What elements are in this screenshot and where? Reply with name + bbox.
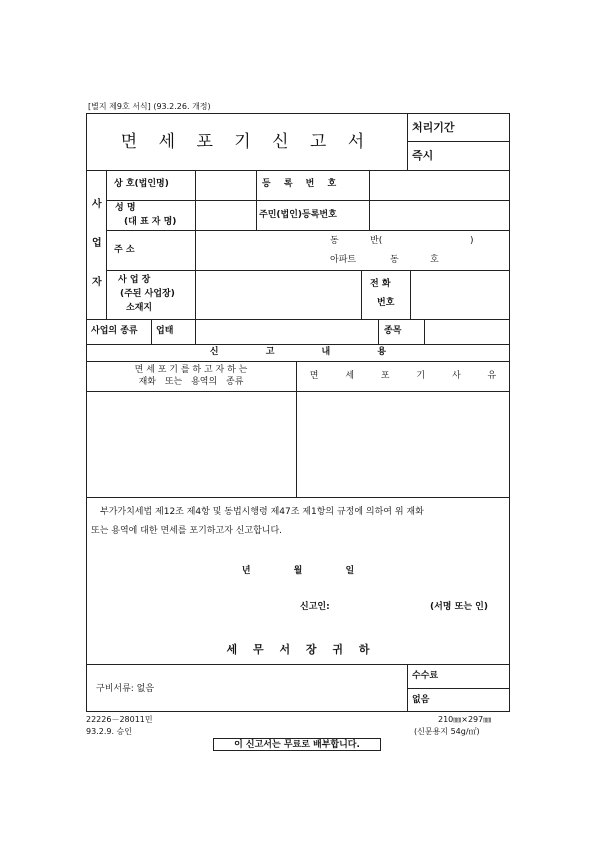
business-item-label: 종목 xyxy=(384,326,402,336)
declaration-line-2: 또는 용역에 대한 면세를 포기하고자 신고합니다. xyxy=(91,526,283,536)
declaration-line-1: 부가가치세법 제12조 제4항 및 동법시행령 제47조 제1항의 규정에 의하여 위 재화 xyxy=(100,507,424,517)
workplace-sublabel: (주된 사업장) xyxy=(120,289,175,299)
business-category-field[interactable] xyxy=(197,321,376,342)
goods-services-header-line1: 면 세 포 기 를 하 고 자 하 는 xyxy=(134,365,248,375)
address-unit-text: 호 xyxy=(430,255,439,265)
address-ban-text: 반( xyxy=(370,236,383,246)
address-label: 주 소 xyxy=(114,245,135,255)
workplace-address-field[interactable] xyxy=(197,272,359,317)
paper-type: (신문용지 54g/㎡) xyxy=(414,727,480,736)
phone-sublabel: 번호 xyxy=(377,298,395,308)
company-name-label: 상 호(법인명) xyxy=(114,179,169,189)
company-name-field[interactable] xyxy=(197,172,254,198)
signature-note: (서명 또는 인) xyxy=(430,602,488,612)
phone-label: 전 화 xyxy=(370,279,391,289)
approval-date: 93.2.9. 승인 xyxy=(86,727,132,736)
section-label-char-1: 사 xyxy=(92,199,102,210)
workplace-label: 사 업 장 xyxy=(118,275,151,285)
form-title: 면 세 포 기 신 고 서 xyxy=(120,132,373,152)
business-category-label: 업태 xyxy=(156,326,174,336)
addressee: 세 무 서 장 귀 하 xyxy=(226,643,370,656)
resident-number-field[interactable] xyxy=(371,202,507,228)
fee-value: 없음 xyxy=(412,695,430,705)
registration-number-field[interactable] xyxy=(371,172,507,198)
goods-services-header-line2: 재화 또는 용역의 종류 xyxy=(138,377,244,387)
form-number-note: [별지 제9호 서식] (93.2.26. 개정) xyxy=(88,102,211,111)
address-dong-text: 동 xyxy=(330,236,339,246)
goods-services-field[interactable] xyxy=(88,393,294,495)
registration-number-label: 등 록 번 호 xyxy=(262,179,342,189)
representative-name-label: 성 명 xyxy=(115,203,136,213)
address-apartment-text: 아파트 xyxy=(330,255,357,265)
address-paren-text: ) xyxy=(470,236,474,246)
report-section-title: 신 고 내 용 xyxy=(209,347,387,357)
section-label-char-2: 업 xyxy=(92,238,102,249)
free-distribution-box xyxy=(213,738,381,751)
processing-period-label: 처리기간 xyxy=(412,121,455,134)
section-label-char-3: 자 xyxy=(92,277,102,288)
declaration-date: 년 월 일 xyxy=(241,566,355,576)
representative-name-sublabel: (대 표 자 명) xyxy=(124,217,177,227)
address-building-text: 동 xyxy=(390,255,399,265)
paper-size: 210㎜×297㎜ xyxy=(438,715,492,724)
fee-label: 수수료 xyxy=(412,671,439,681)
resident-number-label: 주민(법인)등록번호 xyxy=(259,210,337,220)
form-code: 22226－28011민 xyxy=(86,715,153,724)
processing-period-value: 즉시 xyxy=(412,149,434,162)
free-distribution-note: 이 신고서는 무료로 배부합니다. xyxy=(234,740,360,750)
required-documents: 구비서류: 없음 xyxy=(96,684,155,694)
signer-label: 신고인: xyxy=(300,602,330,612)
business-type-label: 사업의 종류 xyxy=(91,326,138,336)
workplace-location-label: 소재지 xyxy=(126,303,153,313)
signer-field[interactable] xyxy=(336,598,416,614)
phone-field[interactable] xyxy=(412,272,507,317)
waiver-reason-header: 면 세 포 기 사 유 xyxy=(309,371,497,381)
representative-name-field[interactable] xyxy=(197,202,254,228)
waiver-reason-field[interactable] xyxy=(298,393,507,495)
business-item-field[interactable] xyxy=(426,321,507,342)
